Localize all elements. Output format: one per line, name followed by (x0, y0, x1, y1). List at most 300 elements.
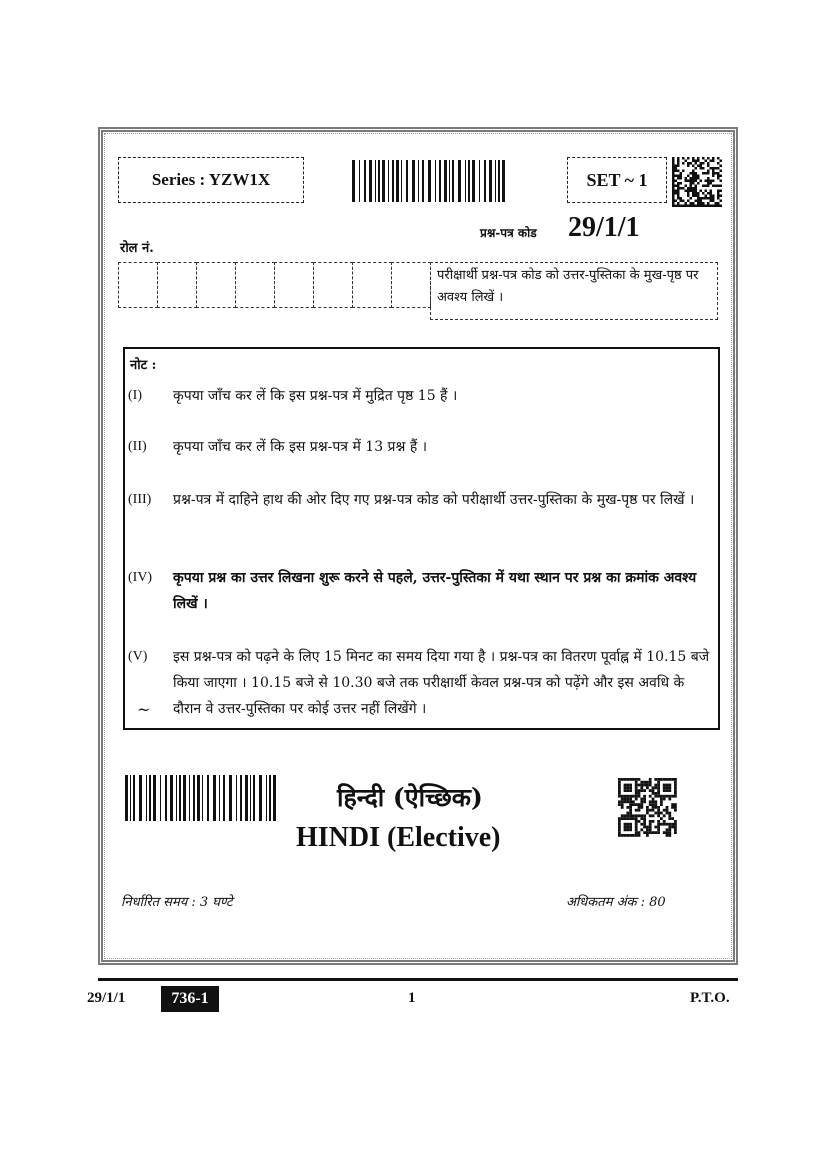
code-module (635, 789, 638, 792)
code-module (646, 828, 649, 831)
code-module (621, 800, 624, 803)
code-module (666, 828, 669, 831)
barcode-bar (130, 775, 131, 821)
code-module (624, 798, 627, 801)
code-module (690, 202, 693, 205)
code-module (702, 162, 705, 165)
code-module (710, 200, 713, 203)
code-module (638, 831, 641, 834)
code-module (618, 778, 621, 781)
code-module (652, 831, 655, 834)
code-module (646, 834, 649, 837)
code-module (680, 172, 683, 175)
code-module (700, 165, 703, 168)
code-module (649, 789, 652, 792)
code-module (629, 800, 632, 803)
code-module (652, 820, 655, 823)
code-module (671, 778, 674, 781)
code-module (663, 809, 666, 812)
code-module (712, 197, 715, 200)
code-module (626, 817, 629, 820)
barcode-bar (406, 160, 408, 202)
code-module (705, 195, 708, 198)
series-label: Series : YZW1X (151, 170, 271, 189)
code-module (666, 789, 669, 792)
code-module (671, 826, 674, 829)
subject-title-english: HINDI (Elective) (296, 822, 501, 853)
code-module (672, 157, 675, 160)
note-text: इस प्रश्न-पत्र को पढ़ने के लिए 15 मिनट का समय दिया गया है । प्रश्न-पत्र का वितरण पूर्वाह्न में 10.15 बजे किया जाएगा । 10.15 बजे से 10.30 बजे तक परीक्षार्थी केवल प्रश्न-पत्र को पढ़ेंगे और इस अवधि के दौरान वे उत्तर-पुस्तिका पर कोई उत्तर नहीं लिखेंगे । (173, 649, 710, 717)
barcode-bar (369, 160, 372, 202)
code-module (652, 800, 655, 803)
code-module (629, 798, 632, 801)
code-module (621, 817, 624, 820)
code-module (712, 205, 715, 208)
code-module (654, 795, 657, 798)
code-module (666, 823, 669, 826)
barcode-bar (449, 160, 450, 202)
code-module (677, 165, 680, 168)
code-module (680, 182, 683, 185)
code-module (640, 786, 643, 789)
code-module (707, 185, 710, 188)
code-module (626, 778, 629, 781)
roll-number-boxes[interactable] (118, 262, 430, 308)
code-module (700, 202, 703, 205)
barcode-bar (452, 160, 454, 202)
code-module (671, 803, 674, 806)
code-module (643, 784, 646, 787)
code-module (715, 172, 718, 175)
code-module (629, 826, 632, 829)
code-module (640, 803, 643, 806)
code-module (687, 200, 690, 203)
code-module (654, 800, 657, 803)
code-module (695, 200, 698, 203)
code-module (618, 800, 621, 803)
code-module (638, 806, 641, 809)
code-module (646, 781, 649, 784)
barcode-bar (213, 775, 216, 821)
barcode-bar (236, 775, 237, 821)
note-number: (IV) (128, 570, 153, 585)
code-module (702, 197, 705, 200)
code-module (638, 778, 641, 781)
code-module (646, 784, 649, 787)
code-module (626, 798, 629, 801)
code-module (710, 160, 713, 163)
code-module (707, 202, 710, 205)
code-module (624, 784, 627, 787)
code-module (707, 162, 710, 165)
code-module (621, 798, 624, 801)
code-module (687, 157, 690, 160)
code-module (624, 800, 627, 803)
code-module (700, 167, 703, 170)
code-module (707, 192, 710, 195)
code-module (672, 187, 675, 190)
barcode-bar (484, 160, 486, 202)
code-module (692, 160, 695, 163)
code-module (717, 175, 720, 178)
code-module (621, 778, 624, 781)
code-module (654, 786, 657, 789)
code-module (702, 205, 705, 208)
code-module (654, 826, 657, 829)
code-module (668, 778, 671, 781)
code-module (668, 834, 671, 837)
code-module (707, 165, 710, 168)
code-module (680, 205, 683, 208)
code-module (668, 823, 671, 826)
code-module (635, 814, 638, 817)
code-module (717, 202, 720, 205)
code-module (682, 157, 685, 160)
barcode-bar (139, 775, 142, 821)
code-module (697, 202, 700, 205)
code-module (654, 778, 657, 781)
barcode-bar (189, 775, 190, 821)
code-module (632, 814, 635, 817)
code-module (720, 205, 723, 208)
code-module (668, 831, 671, 834)
code-module (657, 831, 660, 834)
code-module (629, 803, 632, 806)
code-module (690, 172, 693, 175)
top-barcode (352, 160, 508, 202)
code-module (712, 160, 715, 163)
code-module (712, 170, 715, 173)
code-module (668, 789, 671, 792)
barcode-bar (458, 160, 461, 202)
code-module (675, 205, 678, 208)
barcode-bar (223, 775, 225, 821)
code-module (632, 817, 635, 820)
roll-cell[interactable] (352, 262, 392, 308)
code-module (677, 157, 680, 160)
code-module (666, 786, 669, 789)
code-module (692, 180, 695, 183)
roll-cell[interactable] (196, 262, 236, 308)
code-module (643, 814, 646, 817)
code-module (629, 834, 632, 837)
roll-cell[interactable] (391, 262, 431, 308)
code-module (705, 190, 708, 193)
code-module (695, 187, 698, 190)
code-module (700, 180, 703, 183)
code-module (685, 160, 688, 163)
code-module (663, 823, 666, 826)
code-module (702, 172, 705, 175)
code-module (626, 834, 629, 837)
code-module (690, 205, 693, 208)
code-module (692, 190, 695, 193)
code-module (690, 190, 693, 193)
code-module (690, 185, 693, 188)
code-module (671, 806, 674, 809)
code-module (646, 826, 649, 829)
code-module (682, 162, 685, 165)
code-module (674, 795, 677, 798)
roll-cell[interactable] (313, 262, 353, 308)
code-module (638, 792, 641, 795)
barcode-bar (183, 775, 186, 821)
barcode-bar (401, 160, 402, 202)
code-module (668, 812, 671, 815)
code-module (674, 792, 677, 795)
code-module (657, 792, 660, 795)
barcode-bar (422, 160, 424, 202)
code-module (687, 162, 690, 165)
code-module (649, 831, 652, 834)
code-module (695, 205, 698, 208)
barcode-bar (359, 160, 360, 202)
code-module (687, 180, 690, 183)
barcode-bar (489, 160, 492, 202)
barcode-bar (439, 160, 441, 202)
subject-title-hindi: हिन्दी (ऐच्छिक) (337, 783, 483, 812)
barcode-bar (146, 775, 147, 821)
code-module (635, 817, 638, 820)
barcode-bar (364, 160, 366, 202)
code-module (695, 180, 698, 183)
code-module (672, 195, 675, 198)
code-module (674, 831, 677, 834)
code-module (643, 817, 646, 820)
code-module (675, 167, 678, 170)
code-module (649, 784, 652, 787)
barcode-bar (382, 160, 385, 202)
code-module (712, 172, 715, 175)
code-module (677, 182, 680, 185)
question-paper-code: 29/1/1 (568, 212, 640, 243)
barcode-bar (229, 775, 232, 821)
code-module (672, 172, 675, 175)
code-module (646, 812, 649, 815)
code-module (690, 162, 693, 165)
code-module (629, 828, 632, 831)
code-module (687, 195, 690, 198)
roll-cell[interactable] (118, 262, 158, 308)
code-module (624, 828, 627, 831)
code-module (715, 185, 718, 188)
code-module (626, 789, 629, 792)
code-module (690, 180, 693, 183)
code-module (624, 814, 627, 817)
code-module (657, 826, 660, 829)
code-module (666, 795, 669, 798)
code-module (657, 812, 660, 815)
code-module (717, 195, 720, 198)
code-module (621, 834, 624, 837)
code-module (649, 781, 652, 784)
code-module (629, 806, 632, 809)
code-module (638, 834, 641, 837)
code-module (635, 778, 638, 781)
code-module (654, 792, 657, 795)
barcode-bar (465, 160, 466, 202)
barcode-bar (498, 160, 500, 202)
code-module (654, 831, 657, 834)
code-module (712, 200, 715, 203)
barcode-bar (193, 775, 195, 821)
code-module (672, 200, 675, 203)
code-module (695, 185, 698, 188)
code-module (663, 795, 666, 798)
code-module (692, 187, 695, 190)
code-module (635, 795, 638, 798)
code-module (635, 831, 638, 834)
code-module (626, 812, 629, 815)
code-module (682, 205, 685, 208)
barcode-bar (133, 775, 135, 821)
code-module (685, 185, 688, 188)
code-module (626, 795, 629, 798)
code-module (687, 175, 690, 178)
code-module (715, 167, 718, 170)
code-module (674, 820, 677, 823)
code-module (654, 784, 657, 787)
subject-barcode (125, 775, 281, 821)
code-module (657, 814, 660, 817)
code-module (692, 195, 695, 198)
code-module (652, 803, 655, 806)
code-module (638, 814, 641, 817)
code-module (674, 823, 677, 826)
code-module (635, 803, 638, 806)
code-module (663, 778, 666, 781)
code-module (677, 202, 680, 205)
note-number: (I) (128, 388, 142, 403)
code-module (717, 185, 720, 188)
code-module (677, 160, 680, 163)
barcode-bar (170, 775, 173, 821)
code-module (717, 197, 720, 200)
code-module (720, 160, 723, 163)
code-module (640, 814, 643, 817)
code-module (635, 798, 638, 801)
code-module (629, 784, 632, 787)
barcode-bar (418, 160, 419, 202)
code-module (705, 180, 708, 183)
code-module (697, 157, 700, 160)
code-module (672, 182, 675, 185)
barcode-bar (378, 160, 380, 202)
footer-badge-text: 736-1 (171, 990, 209, 1007)
code-module (672, 190, 675, 193)
code-module (692, 192, 695, 195)
code-module (618, 828, 621, 831)
code-module (652, 786, 655, 789)
barcode-bar (219, 775, 220, 821)
code-module (618, 817, 621, 820)
code-module (680, 177, 683, 180)
code-module (618, 831, 621, 834)
code-module (674, 786, 677, 789)
code-module (702, 192, 705, 195)
code-module (660, 803, 663, 806)
barcode-bar (240, 775, 242, 821)
code-module (687, 205, 690, 208)
code-module (638, 789, 641, 792)
code-module (685, 205, 688, 208)
code-module (652, 789, 655, 792)
code-module (677, 205, 680, 208)
code-module (712, 195, 715, 198)
code-module (663, 786, 666, 789)
code-module (624, 834, 627, 837)
qr-code (618, 778, 678, 838)
code-module (668, 786, 671, 789)
code-module (680, 197, 683, 200)
code-module (660, 798, 663, 801)
code-module (624, 823, 627, 826)
code-module (643, 823, 646, 826)
roll-cell[interactable] (235, 262, 275, 308)
barcode-bar (253, 775, 255, 821)
code-module (697, 195, 700, 198)
code-module (712, 175, 715, 178)
code-module (640, 798, 643, 801)
barcode-bar (207, 775, 209, 821)
code-module (674, 784, 677, 787)
code-module (707, 170, 710, 173)
code-module (692, 202, 695, 205)
tilde-mark: ~ (137, 700, 151, 719)
code-module (646, 809, 649, 812)
code-module (657, 795, 660, 798)
code-module (640, 784, 643, 787)
code-module (660, 823, 663, 826)
code-module (640, 828, 643, 831)
roll-cell[interactable] (274, 262, 314, 308)
code-module (717, 172, 720, 175)
code-module (635, 828, 638, 831)
roll-cell[interactable] (157, 262, 197, 308)
barcode-bar (197, 775, 200, 821)
code-module (657, 809, 660, 812)
code-module (695, 177, 698, 180)
code-module (682, 170, 685, 173)
code-module (677, 177, 680, 180)
code-module (618, 795, 621, 798)
code-module (668, 795, 671, 798)
code-module (663, 789, 666, 792)
code-module (707, 182, 710, 185)
code-module (638, 784, 641, 787)
barcode-bar (259, 775, 262, 821)
code-module (677, 187, 680, 190)
code-module (635, 792, 638, 795)
code-module (697, 197, 700, 200)
code-module (717, 157, 720, 160)
code-module (675, 185, 678, 188)
code-module (717, 190, 720, 193)
code-module (646, 806, 649, 809)
barcode-bar (273, 775, 276, 821)
code-module (626, 814, 629, 817)
code-module (618, 834, 621, 837)
pto-label: P.T.O. (690, 990, 730, 1006)
code-module (640, 817, 643, 820)
code-module (710, 197, 713, 200)
code-module (702, 167, 705, 170)
code-module (697, 165, 700, 168)
code-module (666, 806, 669, 809)
code-module (672, 192, 675, 195)
code-module (652, 814, 655, 817)
code-module (626, 784, 629, 787)
